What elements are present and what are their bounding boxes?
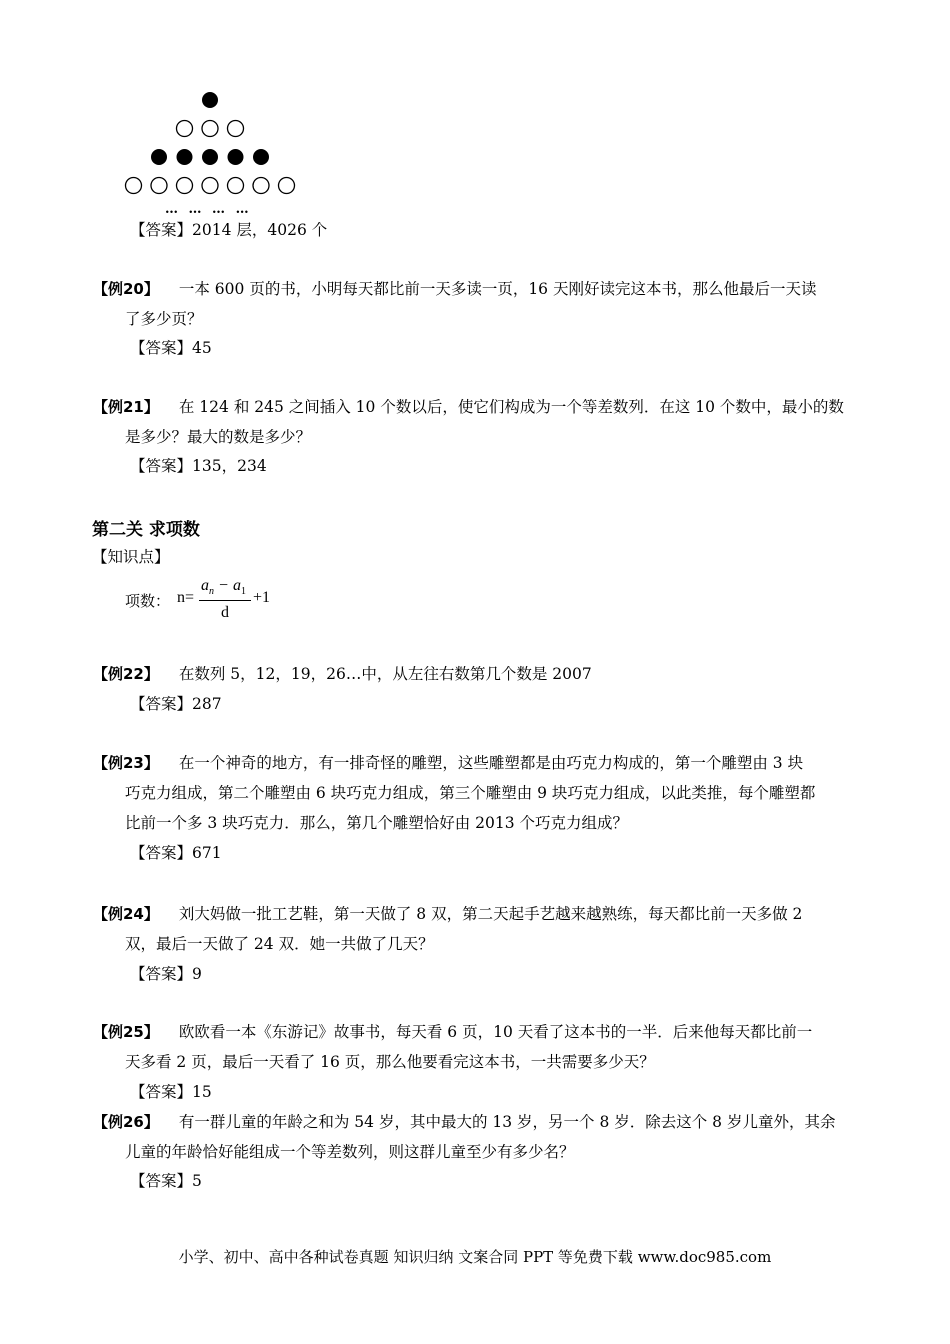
example-23 <box>93 753 815 863</box>
example-line: 了多少页？ <box>125 310 203 328</box>
example-line: 刘大妈做一批工艺鞋，第一天做了 8 双，第二天起手艺越来越熟练，每天都比前一天多做 2 <box>178 905 803 923</box>
answer-tag: 【答案】 <box>130 1172 193 1190</box>
formula-denominator: d <box>221 604 229 621</box>
hollow-circle <box>279 178 295 194</box>
example-line: 在一个神奇的地方，有一排奇怪的雕塑，这些雕塑都是由巧克力构成的，第一个雕塑由 3 块 <box>178 754 804 772</box>
answer-tag: 【答案】 <box>130 844 193 862</box>
hollow-circle <box>126 178 142 194</box>
example-line: 是多少？最大的数是多少？ <box>125 428 312 446</box>
example-21 <box>93 397 844 476</box>
hollow-circle <box>228 178 244 194</box>
answer-ex23 <box>130 843 815 863</box>
example-tag: 【例22】 <box>93 665 159 683</box>
fraction-bar <box>199 600 251 601</box>
filled-circle <box>177 149 193 165</box>
example-tag: 【例24】 <box>93 905 159 923</box>
term-count-formula <box>125 577 325 627</box>
formula-numerator: $a_n - a_1$ <box>201 577 247 598</box>
example-25 <box>93 1022 812 1102</box>
example-line: 欧欧看一本《东游记》故事书，每天看 6 页，10 天看了这本书的一半．后来他每天都比前一 <box>178 1023 813 1041</box>
formula-label: 项数： <box>125 592 171 610</box>
example-line: 在 124 和 245 之间插入 10 个数以后，使它们构成为一个等差数列．在这 10 个数中，最小的数 <box>178 398 844 416</box>
page-footer: 小学、初中、高中各种试卷真题 知识归纳 文案合同 PPT 等免费下载 www.doc985.com <box>178 1248 772 1266</box>
example-tag: 【例21】 <box>93 398 159 416</box>
hollow-circle <box>202 121 218 137</box>
section-title: 第二关 求项数 <box>92 520 200 540</box>
example-24 <box>93 904 802 984</box>
example-line: 一本 600 页的书，小明每天都比前一天多读一页，16 天刚好读完这本书，那么他最后一天读 <box>178 280 817 298</box>
answer-value: 45 <box>192 339 212 357</box>
answer-value: 135，234 <box>192 457 267 475</box>
answer-tag: 【答案】 <box>130 1083 193 1101</box>
answer-tag: 【答案】 <box>130 695 193 713</box>
example-line: 比前一个多 3 块巧克力．那么，第几个雕塑恰好由 2013 个巧克力组成？ <box>125 814 629 832</box>
example-22 <box>93 664 592 714</box>
answer-tag: 【答案】 <box>130 221 193 239</box>
hollow-circle <box>202 178 218 194</box>
answer-ex21 <box>130 456 844 476</box>
filled-circle <box>253 149 269 165</box>
answer-ex24 <box>130 964 802 984</box>
answer-ex19 <box>130 220 327 240</box>
figure-continuation-dots: … … … … <box>165 202 252 217</box>
answer-ex25 <box>130 1082 812 1102</box>
filled-circle <box>202 149 218 165</box>
answer-ex22 <box>130 694 592 714</box>
hollow-circle <box>151 178 167 194</box>
hollow-circle <box>253 178 269 194</box>
answer-value: 671 <box>192 844 222 862</box>
answer-value: 2014 层，4026 个 <box>192 221 328 239</box>
hollow-circle <box>228 121 244 137</box>
example-tag: 【例23】 <box>93 754 159 772</box>
example-line: 天多看 2 页，最后一天看了 16 页，那么他要看完这本书，一共需要多少天？ <box>125 1053 655 1071</box>
filled-circle <box>202 92 218 108</box>
example-26 <box>93 1112 835 1191</box>
example-line: 儿童的年龄恰好能组成一个等差数列，则这群儿童至少有多少名？ <box>125 1143 575 1161</box>
filled-circle <box>228 149 244 165</box>
answer-value: 287 <box>192 695 222 713</box>
example-20 <box>93 279 816 358</box>
answer-tag: 【答案】 <box>130 965 193 983</box>
hollow-circle <box>177 121 193 137</box>
answer-tag: 【答案】 <box>130 339 193 357</box>
example-line: 巧克力组成，第二个雕塑由 6 块巧克力组成，第三个雕塑由 9 块巧克力组成，以此类推，每个雕塑都 <box>125 784 816 802</box>
example-line: 双，最后一天做了 24 双．她一共做了几天？ <box>125 935 434 953</box>
hollow-circle <box>177 178 193 194</box>
formula-plus-one: +1 <box>253 589 271 606</box>
formula-lhs: n= <box>177 589 195 606</box>
example-tag: 【例25】 <box>93 1023 159 1041</box>
answer-value: 15 <box>192 1083 212 1101</box>
answer-ex20 <box>130 338 816 358</box>
answer-value: 9 <box>192 965 202 983</box>
knowledge-tag: 【知识点】 <box>92 548 170 566</box>
answer-tag: 【答案】 <box>130 457 193 475</box>
answer-ex26 <box>130 1171 835 1191</box>
example-tag: 【例20】 <box>93 280 159 298</box>
example-line: 在数列 5，12，19，26…中，从左往右数第几个数是 2007 <box>178 665 592 683</box>
example-line: 有一群儿童的年龄之和为 54 岁，其中最大的 13 岁，另一个 8 岁．除去这个 8 岁儿童外，其余 <box>178 1113 836 1131</box>
answer-value: 5 <box>192 1172 202 1190</box>
filled-circle <box>151 149 167 165</box>
example-tag: 【例26】 <box>93 1113 159 1131</box>
